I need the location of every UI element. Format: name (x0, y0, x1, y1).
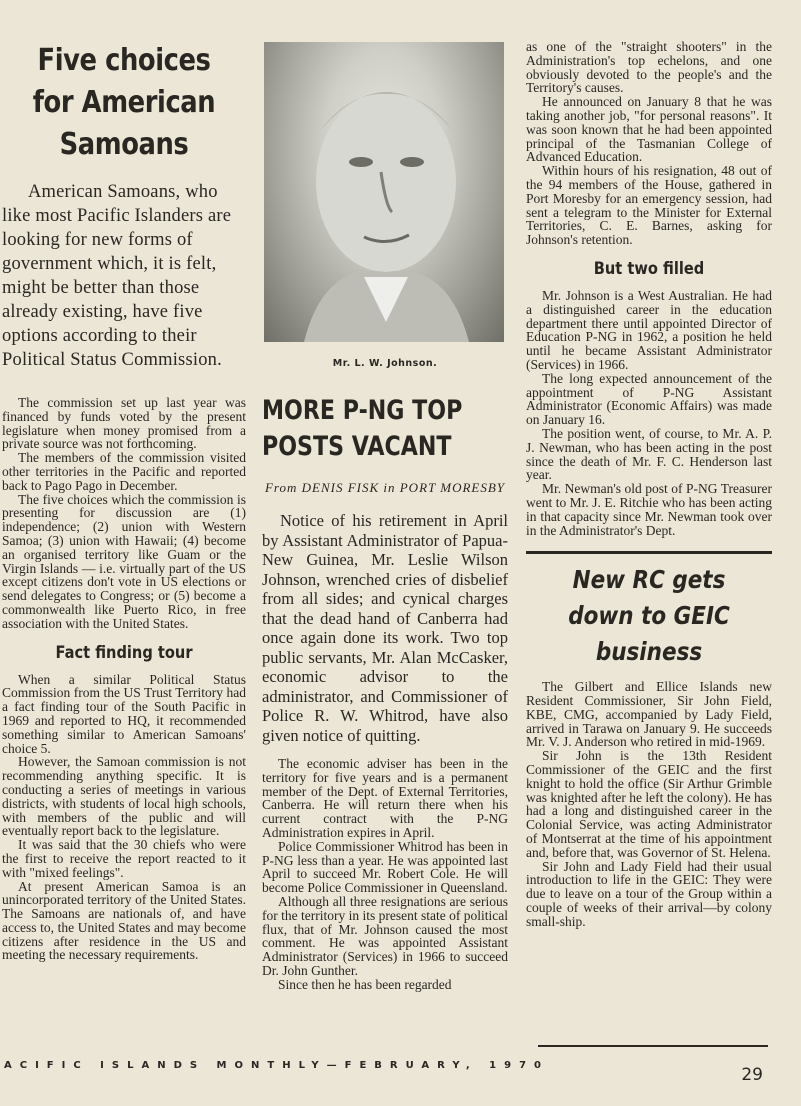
paragraph: Sir John is the 13th Resident Commissioner of the GEIC and the first knight to hold the office (Sir Arthur Grimble was knighted after he left the colony). He has had a long and distinguished career in the Colonial Service, was acting Administrator of Montserrat at the time of his appointment and, before that, was Governor of St. Helena. (526, 748, 772, 860)
paragraph: It was said that the 30 chiefs who were the first to receive the report reacted to it with "mixed feelings". (2, 837, 246, 880)
paragraph: Within hours of his resignation, 48 out of the 94 members of the House, gathered in Port Moresby for an emergency session, had sent a telegram to the Minister for External Territories, C. E. Barnes, asking for Johnson's retention. (526, 163, 772, 248)
article-body (2, 396, 246, 631)
headline-five-choices: Five choices for American Samoans (32, 43, 216, 162)
paragraph: The Gilbert and Ellice Islands new Resident Commissioner, Sir John Field, KBE, CMG, accompanied by Lady Field, arrived in Tarawa on January 9. He succeeds Mr. V. J. Anderson who retired in mid-1969. (526, 679, 772, 750)
paragraph: The five choices which the commission is presenting for discussion are (1) independence; (2) union with Western Samoa; (3) union with Hawaii; (4) become an organised territory like Guam or the Virgin Islands — i.e. virtually part of the US except citizens don't vote in US elections or send delegates to Congress; or (5) become a commonwealth like Puerto Rico, in free association with the United States. (2, 491, 246, 631)
portrait-figure (264, 42, 504, 342)
article-body-continued (526, 40, 772, 247)
paragraph: Mr. Johnson is a West Australian. He had a distinguished career in the education department there until appointed Director of Education P-NG in 1962, a position he held until he became Assistant Administrator (Services) in 1966. (526, 287, 772, 372)
photo-caption: Mr. L. W. Johnson. (332, 358, 438, 369)
article-body-continued (526, 289, 772, 537)
article-body-continued (2, 673, 246, 963)
running-footer: ACIFIC ISLANDS MONTHLY—FEBRUARY, 1970 (4, 1060, 550, 1071)
paragraph: Since then he has been regarded (278, 976, 452, 992)
lead-paragraph: Notice of his retirement in April by Assistant Administrator of Papua-New Guinea, Mr. Leslie Wilson Johnson, wrenched cries of disbelief from all sides; and cynical charges that the dead hand of Canberra had once again done its work. Two top public servants, Mr. Alan McCasker, economic advisor to the administrator, and Commissioner of Police R. W. Whitrod, have also given notice of quitting. (262, 511, 508, 745)
paragraph: The commission set up last year was financed by funds voted by the present legislature when money promised from a private source was not forthcoming. (2, 395, 246, 452)
page-number: 29 (741, 1065, 763, 1085)
paragraph: At present American Samoa is an unincorporated territory of the United States. The Samoans are nationals of, and have access to, the United States and may become citizens after residence in the US and meeting the necessary requirements. (2, 878, 246, 963)
lead-paragraph: American Samoans, who like most Pacific Islanders are looking for new forms of government which, it is felt, might be better than those already existing, have five options according to their Political Status Commission. (2, 182, 232, 370)
paragraph: Police Commissioner Whitrod has been in P-NG less than a year. He was appointed last April to succeed Mr. Robert Cole. He will become Police Commissioner in Queensland. (262, 838, 508, 896)
paragraph: as one of the "straight shooters" in the Administration's top echelons, and one obviously devoted to the people's and the Territory's causes. (526, 39, 772, 96)
portrait-photo (264, 42, 504, 342)
paragraph: Sir John and Lady Field had their usual introduction to life in the GEIC: They were due to leave on a tour of the Group within a couple of weeks of their arrival—by colony small-ship. (526, 858, 772, 929)
paragraph: Although all three resignations are serious for the territory in its present state of political flux, that of Mr. Johnson caused the most comment. He was appointed Assistant Administrator (Services) in 1966 to succeed Dr. John Gunther. (262, 893, 508, 978)
paragraph: He announced on January 8 that he was taking another job, "for personal reasons". It was soon known that he had been appointed principal of the Tasmanian College of Advanced Education. (526, 94, 772, 165)
headline-png-posts: MORE P-NG TOP POSTS VACANT (262, 395, 463, 462)
paragraph: The long expected announcement of the appointment of P-NG Assistant Administrator (Economic Affairs) was made on January 16. (526, 370, 772, 428)
paragraph: The members of the commission visited other territories in the Pacific and reported back to Pago Pago in December. (2, 450, 246, 493)
article-body (526, 680, 772, 928)
footer-rule (538, 1045, 768, 1047)
headline-new-rc: New RC gets down to GEIC business (568, 565, 730, 667)
paragraph: When a similar Political Status Commission from the US Trust Territory had a fact finding tour of the South Pacific in 1969 and reported to HQ, it recommended something similar to American Samoans' choice 5. (2, 671, 246, 756)
section-divider (526, 551, 772, 554)
column-three (526, 40, 772, 929)
paragraph: The economic adviser has been in the territory for five years and is a permanent member of the Dept. of External Territories, Canberra. He will return there when his current contract with the P-NG Administration expires in April. (262, 756, 508, 840)
article-body (262, 757, 508, 992)
subhead-fact-finding-tour: Fact finding tour (55, 642, 193, 663)
article-png-posts (262, 40, 508, 992)
paragraph: However, the Samoan commission is not recommending anything specific. It is conducting a series of meetings in various districts, with students of local high schools, with members of the public and will eventually report back to the legislature. (2, 754, 246, 839)
subhead-but-two-filled: But two filled (593, 258, 705, 279)
article-five-choices (2, 40, 246, 962)
paragraph: Mr. Newman's old post of P-NG Treasurer went to Mr. J. E. Ritchie who has been acting in that capacity since Mr. Newman took over in the Administrator's Dept. (526, 481, 772, 538)
byline: From DENIS FISK in PORT MORESBY (264, 480, 506, 495)
paragraph: The position went, of course, to Mr. A. P. J. Newman, who has been acting in the post since the death of Mr. F. C. Henderson last year. (526, 425, 772, 483)
